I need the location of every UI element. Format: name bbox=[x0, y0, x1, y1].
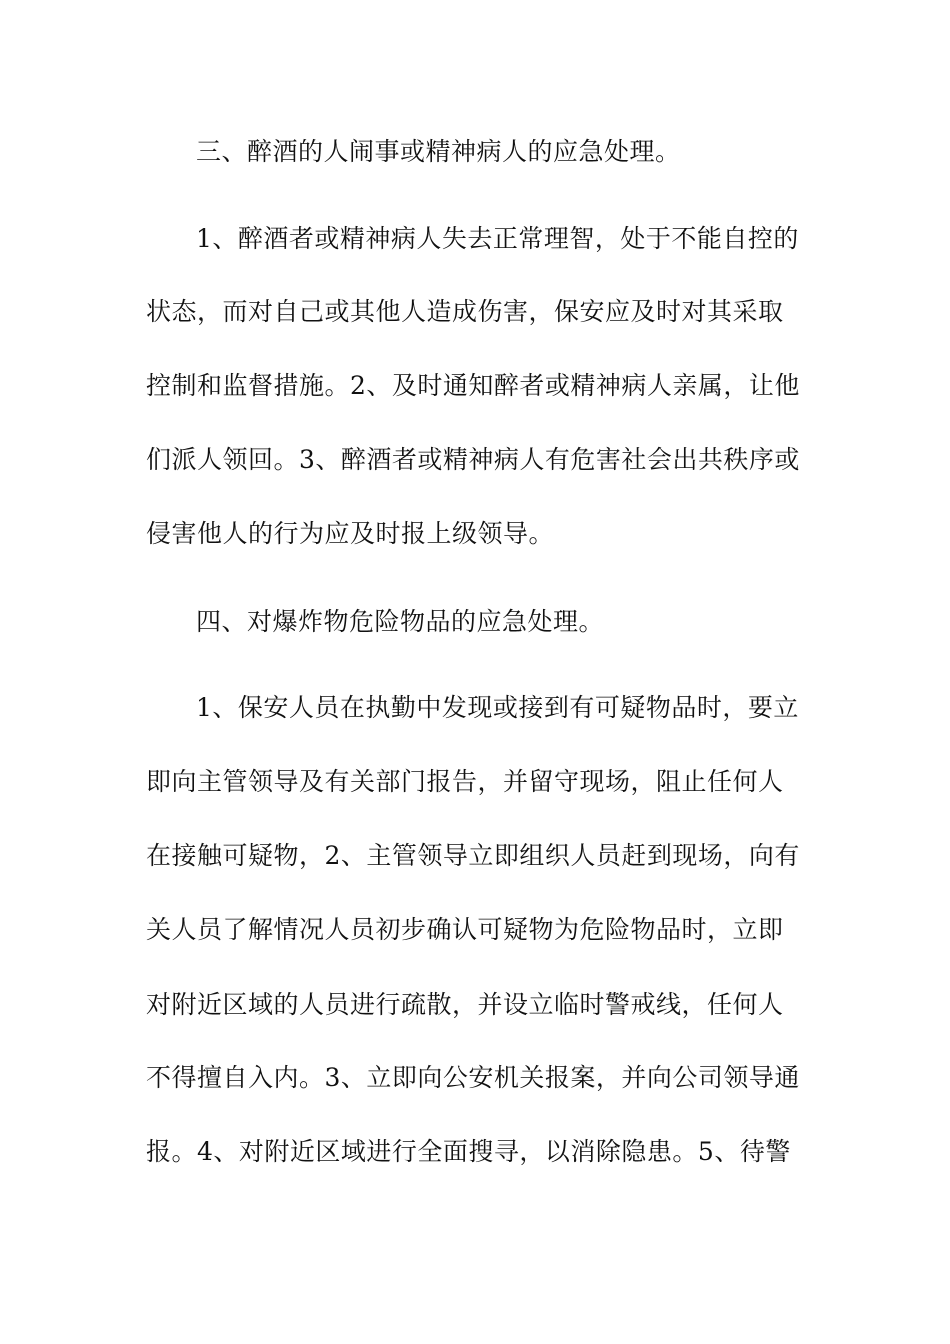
paragraph-line: 即向主管领导及有关部门报告，并留守现场，阻止任何人 bbox=[146, 767, 784, 796]
paragraph-line: 关人员了解情况人员初步确认可疑物为危险物品时，立即 bbox=[146, 915, 784, 944]
paragraph-line: 报。4、对附近区域进行全面搜寻，以消除隐患。5、待警 bbox=[146, 1137, 791, 1166]
section-heading-four: 四、对爆炸物危险物品的应急处理。 bbox=[196, 607, 605, 636]
paragraph-line: 1、醉酒者或精神病人失去正常理智，处于不能自控的 bbox=[196, 224, 799, 253]
section-heading-three: 三、醉酒的人闹事或精神病人的应急处理。 bbox=[196, 137, 681, 166]
paragraph-line: 在接触可疑物，2、主管领导立即组织人员赶到现场，向有 bbox=[146, 841, 800, 870]
paragraph-line: 对附近区域的人员进行疏散，并设立临时警戒线，任何人 bbox=[146, 990, 784, 1019]
paragraph-line: 不得擅自入内。3、立即向公安机关报案，并向公司领导通 bbox=[146, 1063, 800, 1092]
paragraph-line: 状态，而对自己或其他人造成伤害，保安应及时对其采取 bbox=[146, 297, 784, 326]
paragraph-line: 控制和监督措施。2、及时通知醉者或精神病人亲属，让他 bbox=[146, 371, 800, 400]
paragraph-line: 1、保安人员在执勤中发现或接到有可疑物品时，要立 bbox=[196, 693, 799, 722]
paragraph-line: 侵害他人的行为应及时报上级领导。 bbox=[146, 519, 555, 548]
paragraph-line: 们派人领回。3、醉酒者或精神病人有危害社会出共秩序或 bbox=[146, 445, 800, 474]
